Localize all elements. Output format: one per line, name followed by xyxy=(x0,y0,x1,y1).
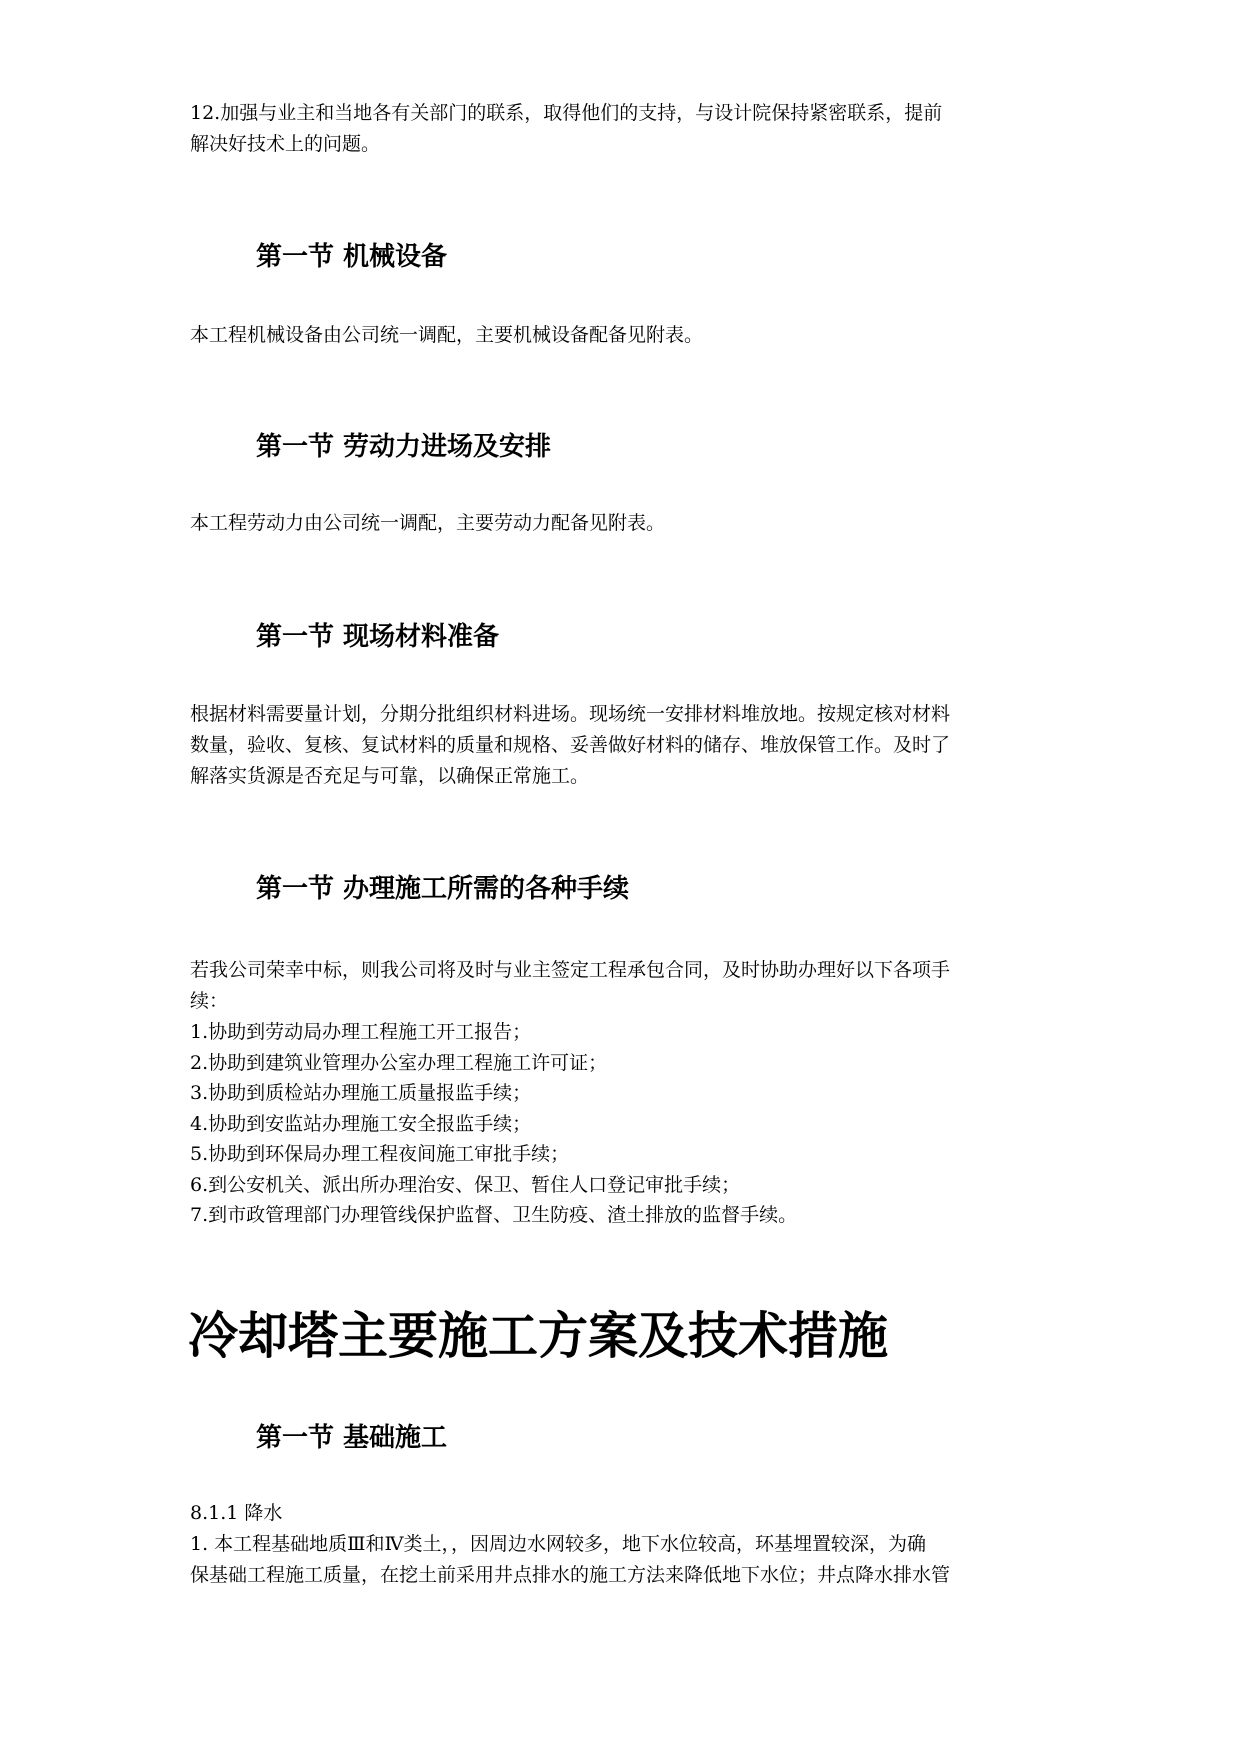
subsection-title: 8.1.1 降水 xyxy=(190,1502,283,1524)
section-heading-labor: 第一节 劳动力进场及安排 xyxy=(256,432,552,462)
materials-line-1: 根据材料需要量计划，分期分批组织材料进场。现场统一安排材料堆放地。按规定核对材料 xyxy=(190,703,951,725)
foundation-paragraph xyxy=(190,1498,1060,1591)
labor-line-1: 本工程劳动力由公司统一调配，主要劳动力配备见附表。 xyxy=(190,512,666,534)
section-heading-foundation: 第一节 基础施工 xyxy=(256,1423,448,1453)
list-item: 4.协助到安监站办理施工安全报监手续； xyxy=(190,1112,532,1135)
procedures-line-1: 若我公司荣幸中标，则我公司将及时与业主签定工程承包合同，及时协助办理好以下各项手 xyxy=(190,959,951,981)
list-item: 5.协助到环保局办理工程夜间施工审批手续； xyxy=(190,1143,570,1165)
foundation-line-1: 1. 本工程基础地质Ⅲ和Ⅳ类土，，因周边水网较多，地下水位较高，环基埋置较深，为确 xyxy=(190,1533,926,1555)
list-item: 7.到市政管理部门办理管线保护监督、卫生防疫、渣土排放的监督手续。 xyxy=(190,1204,798,1226)
list-item: 6.到公安机关、派出所办理治安、保卫、暂住人口登记审批手续； xyxy=(190,1173,741,1196)
foundation-line-2: 保基础工程施工质量，在挖土前采用井点排水的施工方法来降低地下水位；井点降水排水管 xyxy=(190,1564,951,1586)
section-heading-materials: 第一节 现场材料准备 xyxy=(256,622,500,652)
machinery-paragraph xyxy=(190,320,1060,351)
section-heading-procedures: 第一节 办理施工所需的各种手续 xyxy=(256,874,630,904)
procedures-paragraph xyxy=(190,955,1060,1017)
materials-line-2: 数量，验收、复核、复试材料的质量和规格、妥善做好材料的储存、堆放保管工作。及时了 xyxy=(190,734,951,756)
materials-paragraph xyxy=(190,699,1060,792)
list-item: 2.协助到建筑业管理办公室办理工程施工许可证； xyxy=(190,1051,608,1074)
chapter-title: 冷却塔主要施工方案及技术措施 xyxy=(188,1306,888,1365)
intro-line-1: 12.加强与业主和当地各有关部门的联系，取得他们的支持，与设计院保持紧密联系，提前 xyxy=(190,102,943,124)
machinery-line-1: 本工程机械设备由公司统一调配，主要机械设备配备见附表。 xyxy=(190,324,704,346)
list-item: 3.协助到质检站办理施工质量报监手续； xyxy=(190,1082,532,1104)
labor-paragraph xyxy=(190,508,1060,539)
intro-line-2: 解决好技术上的问题。 xyxy=(190,133,381,155)
materials-line-3: 解落实货源是否充足与可靠，以确保正常施工。 xyxy=(190,765,590,787)
procedures-line-2: 续： xyxy=(190,990,229,1012)
section-heading-machinery: 第一节 机械设备 xyxy=(256,242,448,272)
procedures-list xyxy=(190,1017,797,1231)
list-item: 1.协助到劳动局办理工程施工开工报告； xyxy=(190,1021,532,1043)
intro-paragraph xyxy=(190,98,1060,160)
